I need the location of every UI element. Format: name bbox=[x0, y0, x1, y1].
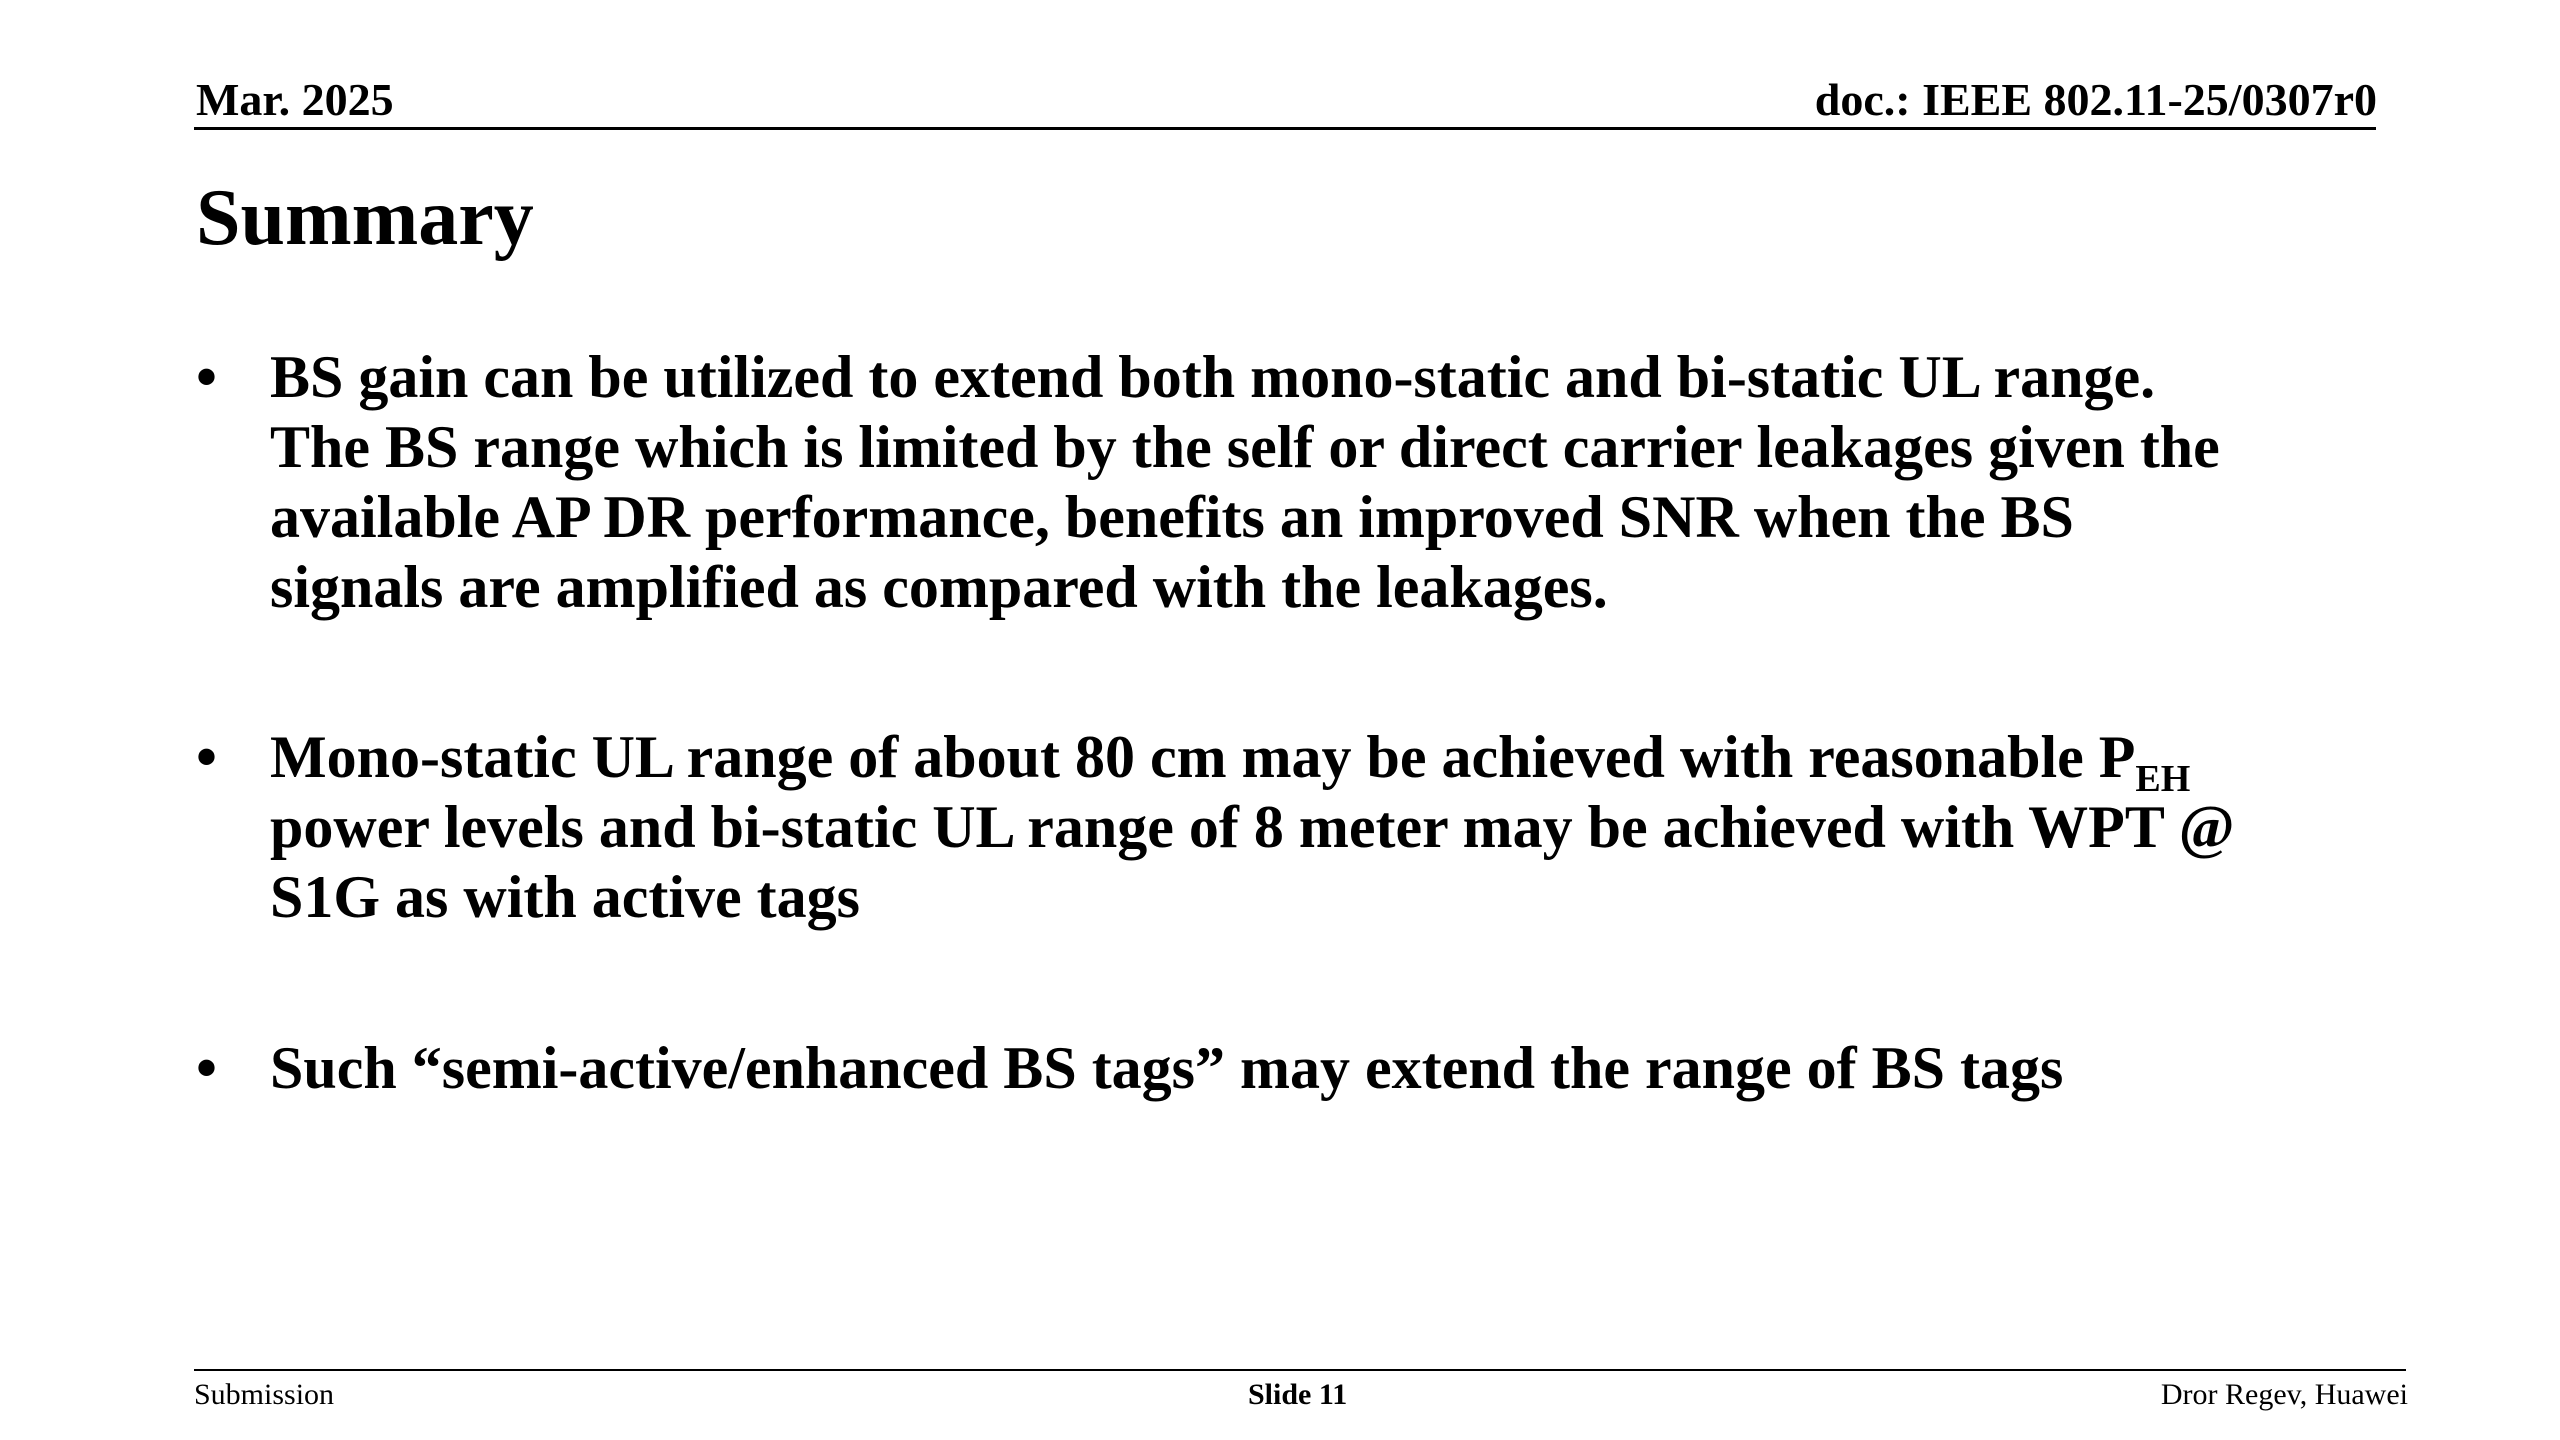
bullet-line: signals are amplified as compared with the leakages. bbox=[270, 554, 1608, 620]
footer-slide-number: Slide 11 bbox=[1248, 1378, 1348, 1411]
bullet-marker: • bbox=[196, 724, 218, 790]
bullet-line: available AP DR performance, benefits an improved SNR when the BS bbox=[270, 484, 2074, 550]
bullet-line: BS gain can be utilized to extend both mono-static and bi-static UL range. bbox=[270, 344, 2156, 410]
bullet-text bbox=[270, 342, 2396, 622]
bullet-marker: • bbox=[196, 344, 218, 410]
bullet-line bbox=[270, 722, 2396, 800]
footer-divider bbox=[194, 1369, 2406, 1371]
slide-title: Summary bbox=[196, 174, 534, 262]
header-divider bbox=[194, 127, 2376, 130]
bullet-text bbox=[270, 722, 2396, 932]
bullet-line: Such “semi-active/enhanced BS tags” may extend the range of BS tags bbox=[270, 1035, 2064, 1101]
bullet-text bbox=[270, 1033, 2396, 1103]
header-date: Mar. 2025 bbox=[196, 74, 394, 125]
bullet-line: S1G as with active tags bbox=[270, 864, 860, 930]
footer-submission: Submission bbox=[194, 1378, 335, 1411]
subscript-eh: EH bbox=[2135, 758, 2191, 800]
bullet-line-main: Mono-static UL range of about 80 cm may be achieved with reasonable P bbox=[270, 724, 2136, 790]
bullet-line: power levels and bi-static UL range of 8 meter may be achieved with WPT @ bbox=[270, 794, 2235, 860]
footer-author: Dror Regev, Huawei bbox=[2160, 1378, 2408, 1411]
header-doc-id: doc.: IEEE 802.11-25/0307r0 bbox=[1814, 74, 2377, 125]
bullet-marker: • bbox=[196, 1035, 218, 1101]
bullet-line: The BS range which is limited by the self or direct carrier leakages given the bbox=[270, 414, 2220, 480]
